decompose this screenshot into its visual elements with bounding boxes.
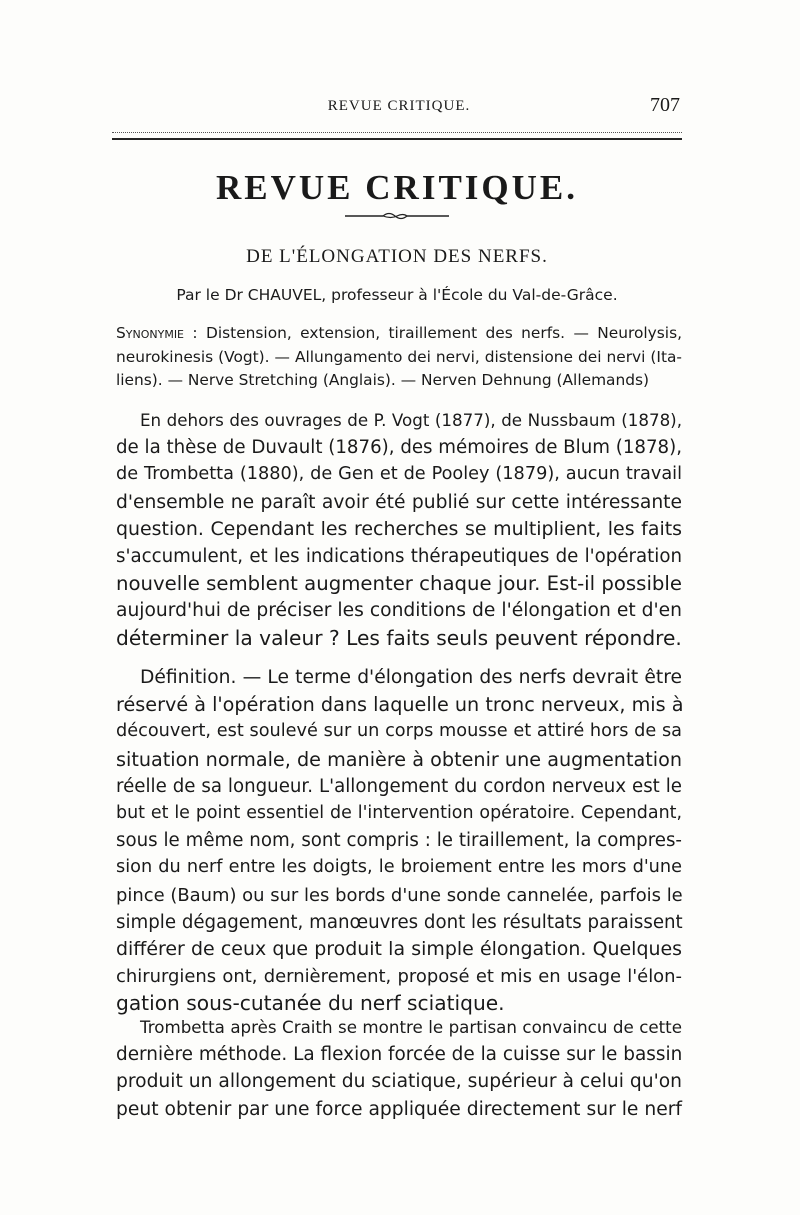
paragraph-line: d'ensemble ne paraît avoir été publié sur cette intéressante [116,491,682,513]
paragraph-line: question. Cependant les recherches se multiplient, les faits [116,517,682,540]
paragraph-line: différer de ceux que produit la simple élongation. Quelques [116,938,682,961]
header-rule-dotted [112,132,682,133]
section-title: REVUE CRITIQUE. [216,168,578,207]
page-number: 707 [650,94,680,116]
paragraph-line: chirurgiens ont, dernièrement, proposé et mis en usage l'élon- [116,966,682,988]
paragraph-line: de la thèse de Duvault (1876), des mémoires de Blum (1878), [116,437,682,459]
paragraph-line: Trombetta après Craith se montre le partisan convaincu de cette [140,1017,682,1037]
synonymie-line [116,322,682,346]
paragraph-line: s'accumulent, et les indications thérapeutiques de l'opération [116,546,682,568]
paragraph-line: déterminer la valeur ? Les faits seuls peuvent répondre. [116,625,682,650]
running-head-title: REVUE CRITIQUE. [327,98,471,114]
paragraph-line: réservé à l'opération dans laquelle un tronc nerveux, mis à [116,693,684,717]
paragraph-line: découvert, est soulevé sur un corps mousse et attiré hors de sa [116,721,682,742]
running-head [118,94,680,122]
paragraph-line: peut obtenir par une force appliquée directement sur le nerf [116,1098,682,1120]
paragraph-line: sous le même nom, sont compris : le tiraillement, la compres- [116,830,682,852]
paragraph-line: réelle de sa longueur. L'allongement du cordon nerveux est le [116,775,682,797]
paragraph-line: produit un allongement du sciatique, supérieur à celui qu'on [116,1071,682,1093]
paragraph-introduction [116,407,682,652]
paragraph-line: pince (Baum) ou sur les bords d'une sonde cannelée, parfois le [116,884,683,906]
synonymie-label: Synonymie [116,324,185,342]
synonymie-line: neurokinesis (Vogt). — Allungamento dei nervi, distensione dei nervi (Ita- [116,347,682,366]
paragraph-trombetta [116,1014,682,1123]
paragraph-line: gation sous-cutanée du nerf sciatique. [116,991,505,1016]
article-title: DE L'ÉLONGATION DES NERFS. [246,246,548,267]
paragraph-line: simple dégagement, manœuvres dont les résultats paraissent [116,911,683,933]
paragraph-line: En dehors des ouvrages de P. Vogt (1877), de Nussbaum (1878), [140,410,682,430]
paragraph-line: situation normale, de manière à obtenir une augmentation [116,747,682,771]
paragraph-definition [116,664,682,1018]
ornament-divider [345,211,449,221]
synonymie-line: liens). — Nerve Stretching (Anglais). — Nerven Dehnung (Allemands) [116,371,650,389]
paragraph-line: sion du nerf entre les doigts, le broiement entre les mors d'une [116,857,682,878]
paragraph-line: aujourd'hui de préciser les conditions de l'élongation et d'en [116,600,682,622]
paragraph-line: nouvelle semblent augmenter chaque jour. Est-il possible [116,572,682,596]
synonymie-block [116,322,682,393]
synonymie-text: : Distension, extension, tiraillement des nerfs. — Neurolysis, [184,324,682,342]
paragraph-line: dernière méthode. La flexion forcée de la cuisse sur le bassin [116,1044,683,1066]
author-line: Par le Dr CHAUVEL, professeur à l'École du Val-de-Grâce. [176,286,618,304]
header-rule [112,138,682,140]
paragraph-line: de Trombetta (1880), de Gen et de Pooley (1879), aucun travail [116,464,682,485]
paragraph-line: but et le point essentiel de l'intervention opératoire. Cependant, [116,803,682,824]
paragraph-line: Définition. — Le terme d'élongation des nerfs devrait être [140,667,682,688]
